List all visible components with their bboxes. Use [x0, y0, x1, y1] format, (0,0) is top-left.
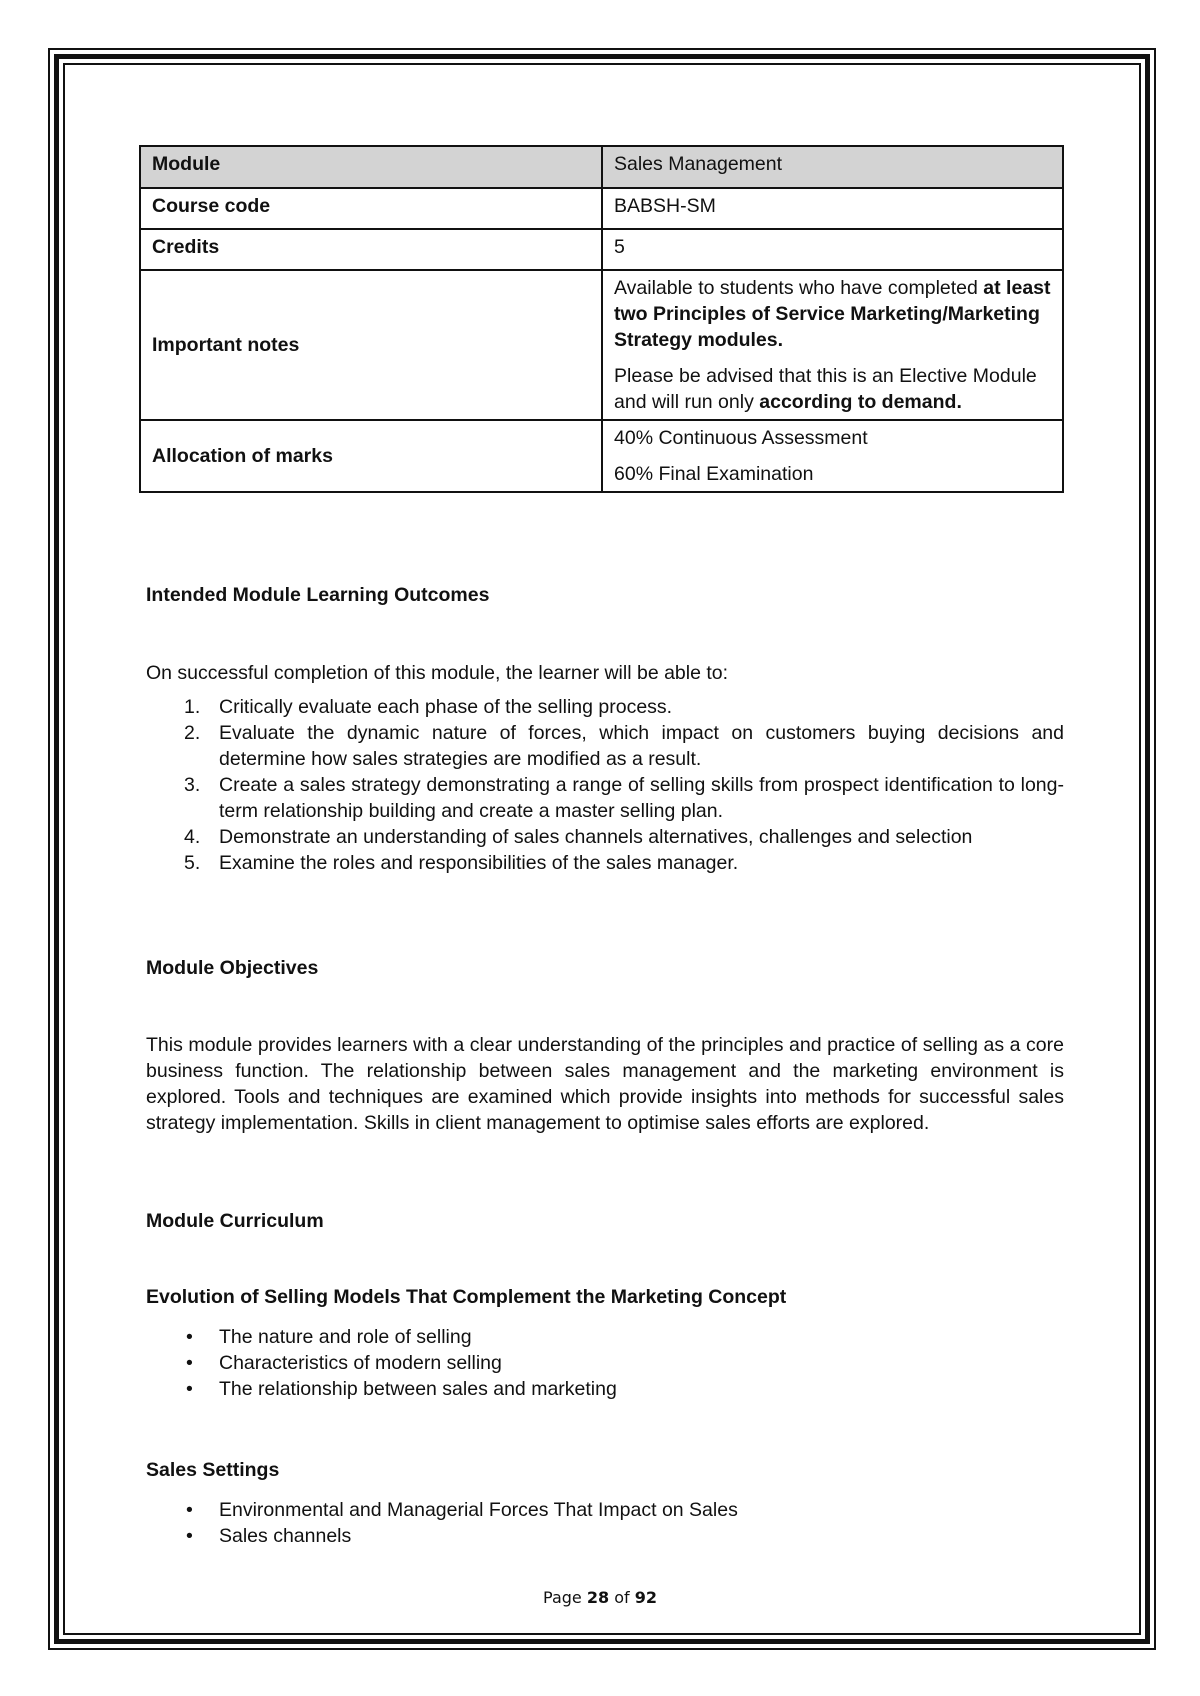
bullet-icon: •: [186, 1326, 193, 1348]
list-item: [146, 1350, 1064, 1376]
notes-p2-text: Please be advised that this is an Elective Module and will run only: [614, 365, 1037, 413]
notes-value: [602, 270, 1063, 420]
page-word: Page: [543, 1588, 582, 1607]
bullet-icon: •: [186, 1352, 193, 1374]
table-row-marks: [140, 420, 1063, 492]
table-row-course-code: [140, 188, 1063, 229]
list-item: [146, 772, 1064, 824]
list-item: [146, 1523, 1064, 1549]
curriculum-section-2-heading: Sales Settings: [146, 1459, 280, 1481]
module-value: Sales Management: [602, 146, 1063, 188]
objectives-heading: Module Objectives: [146, 957, 319, 979]
curriculum-section-2-list: [146, 1497, 1064, 1549]
page-total: 92: [634, 1588, 657, 1607]
page-footer: [0, 1585, 1200, 1611]
list-number: 4.: [184, 826, 201, 848]
table-row-notes: [140, 270, 1063, 420]
list-item-text: Create a sales strategy demonstrating a range of selling skills from prospect identification to long-term relationship building and create a master selling plan.: [219, 774, 1064, 822]
notes-paragraph-1: [614, 275, 1051, 353]
curriculum-heading: Module Curriculum: [146, 1210, 324, 1232]
list-item-text: Critically evaluate each phase of the selling process.: [219, 696, 673, 718]
outcomes-intro: On successful completion of this module, the learner will be able to:: [146, 662, 729, 684]
list-item-text: Evaluate the dynamic nature of forces, which impact on customers buying decisions and determine how sales strategies are modified as a result.: [219, 722, 1064, 770]
bullet-icon: •: [186, 1378, 193, 1400]
list-item: [146, 694, 1064, 720]
list-number: 1.: [184, 696, 201, 718]
list-number: 2.: [184, 722, 201, 744]
course-code-label: Course code: [140, 188, 602, 229]
marks-line-2: 60% Final Examination: [614, 463, 814, 485]
bullet-icon: •: [186, 1499, 193, 1521]
curriculum-section-1-heading: Evolution of Selling Models That Complement the Marketing Concept: [146, 1286, 787, 1308]
list-item: [146, 1497, 1064, 1523]
notes-paragraph-2: [614, 363, 1051, 415]
module-info-table: [139, 145, 1064, 493]
marks-line-1: 40% Continuous Assessment: [614, 427, 868, 449]
marks-value: [602, 420, 1063, 492]
list-item-text: Environmental and Managerial Forces That Impact on Sales: [219, 1499, 738, 1521]
credits-value: 5: [602, 229, 1063, 270]
outcomes-heading: Intended Module Learning Outcomes: [146, 584, 490, 606]
list-item: [146, 850, 1064, 876]
list-number: 3.: [184, 774, 201, 796]
list-item: [146, 720, 1064, 772]
list-item-text: The nature and role of selling: [219, 1326, 472, 1348]
list-item-text: Examine the roles and responsibilities of the sales manager.: [219, 852, 739, 874]
objectives-text: This module provides learners with a clear understanding of the principles and practice of selling as a core business function. The relationship between sales management and the marketing environment is explored. Tools and techniques are examined which provide insights into methods for successful sales strategy implementation. Skills in client management to optimise sales efforts are explored.: [146, 1034, 1064, 1134]
list-item-text: The relationship between sales and marketing: [219, 1378, 617, 1400]
list-item-text: Characteristics of modern selling: [219, 1352, 502, 1374]
list-number: 5.: [184, 852, 201, 874]
module-label: Module: [140, 146, 602, 188]
list-item-text: Demonstrate an understanding of sales channels alternatives, challenges and selection: [219, 826, 973, 848]
notes-label: Important notes: [140, 270, 602, 420]
outcomes-list: [146, 694, 1064, 876]
list-item-text: Sales channels: [219, 1525, 352, 1547]
course-code-value: BABSH-SM: [602, 188, 1063, 229]
notes-p1-bold: at least two Principles of Service Marketing/Marketing Strategy modules.: [614, 277, 1051, 351]
notes-p1-text: Available to students who have completed: [614, 277, 984, 299]
of-word: of: [614, 1588, 630, 1607]
bullet-icon: •: [186, 1525, 193, 1547]
page-number: 28: [586, 1588, 610, 1607]
list-item: [146, 1376, 1064, 1402]
table-row-credits: [140, 229, 1063, 270]
list-item: [146, 1324, 1064, 1350]
table-row-module: [140, 146, 1063, 188]
marks-label: Allocation of marks: [140, 420, 602, 492]
list-item: [146, 824, 1064, 850]
curriculum-section-1-list: [146, 1324, 1064, 1402]
notes-p2-bold: according to demand.: [759, 391, 962, 413]
credits-label: Credits: [140, 229, 602, 270]
